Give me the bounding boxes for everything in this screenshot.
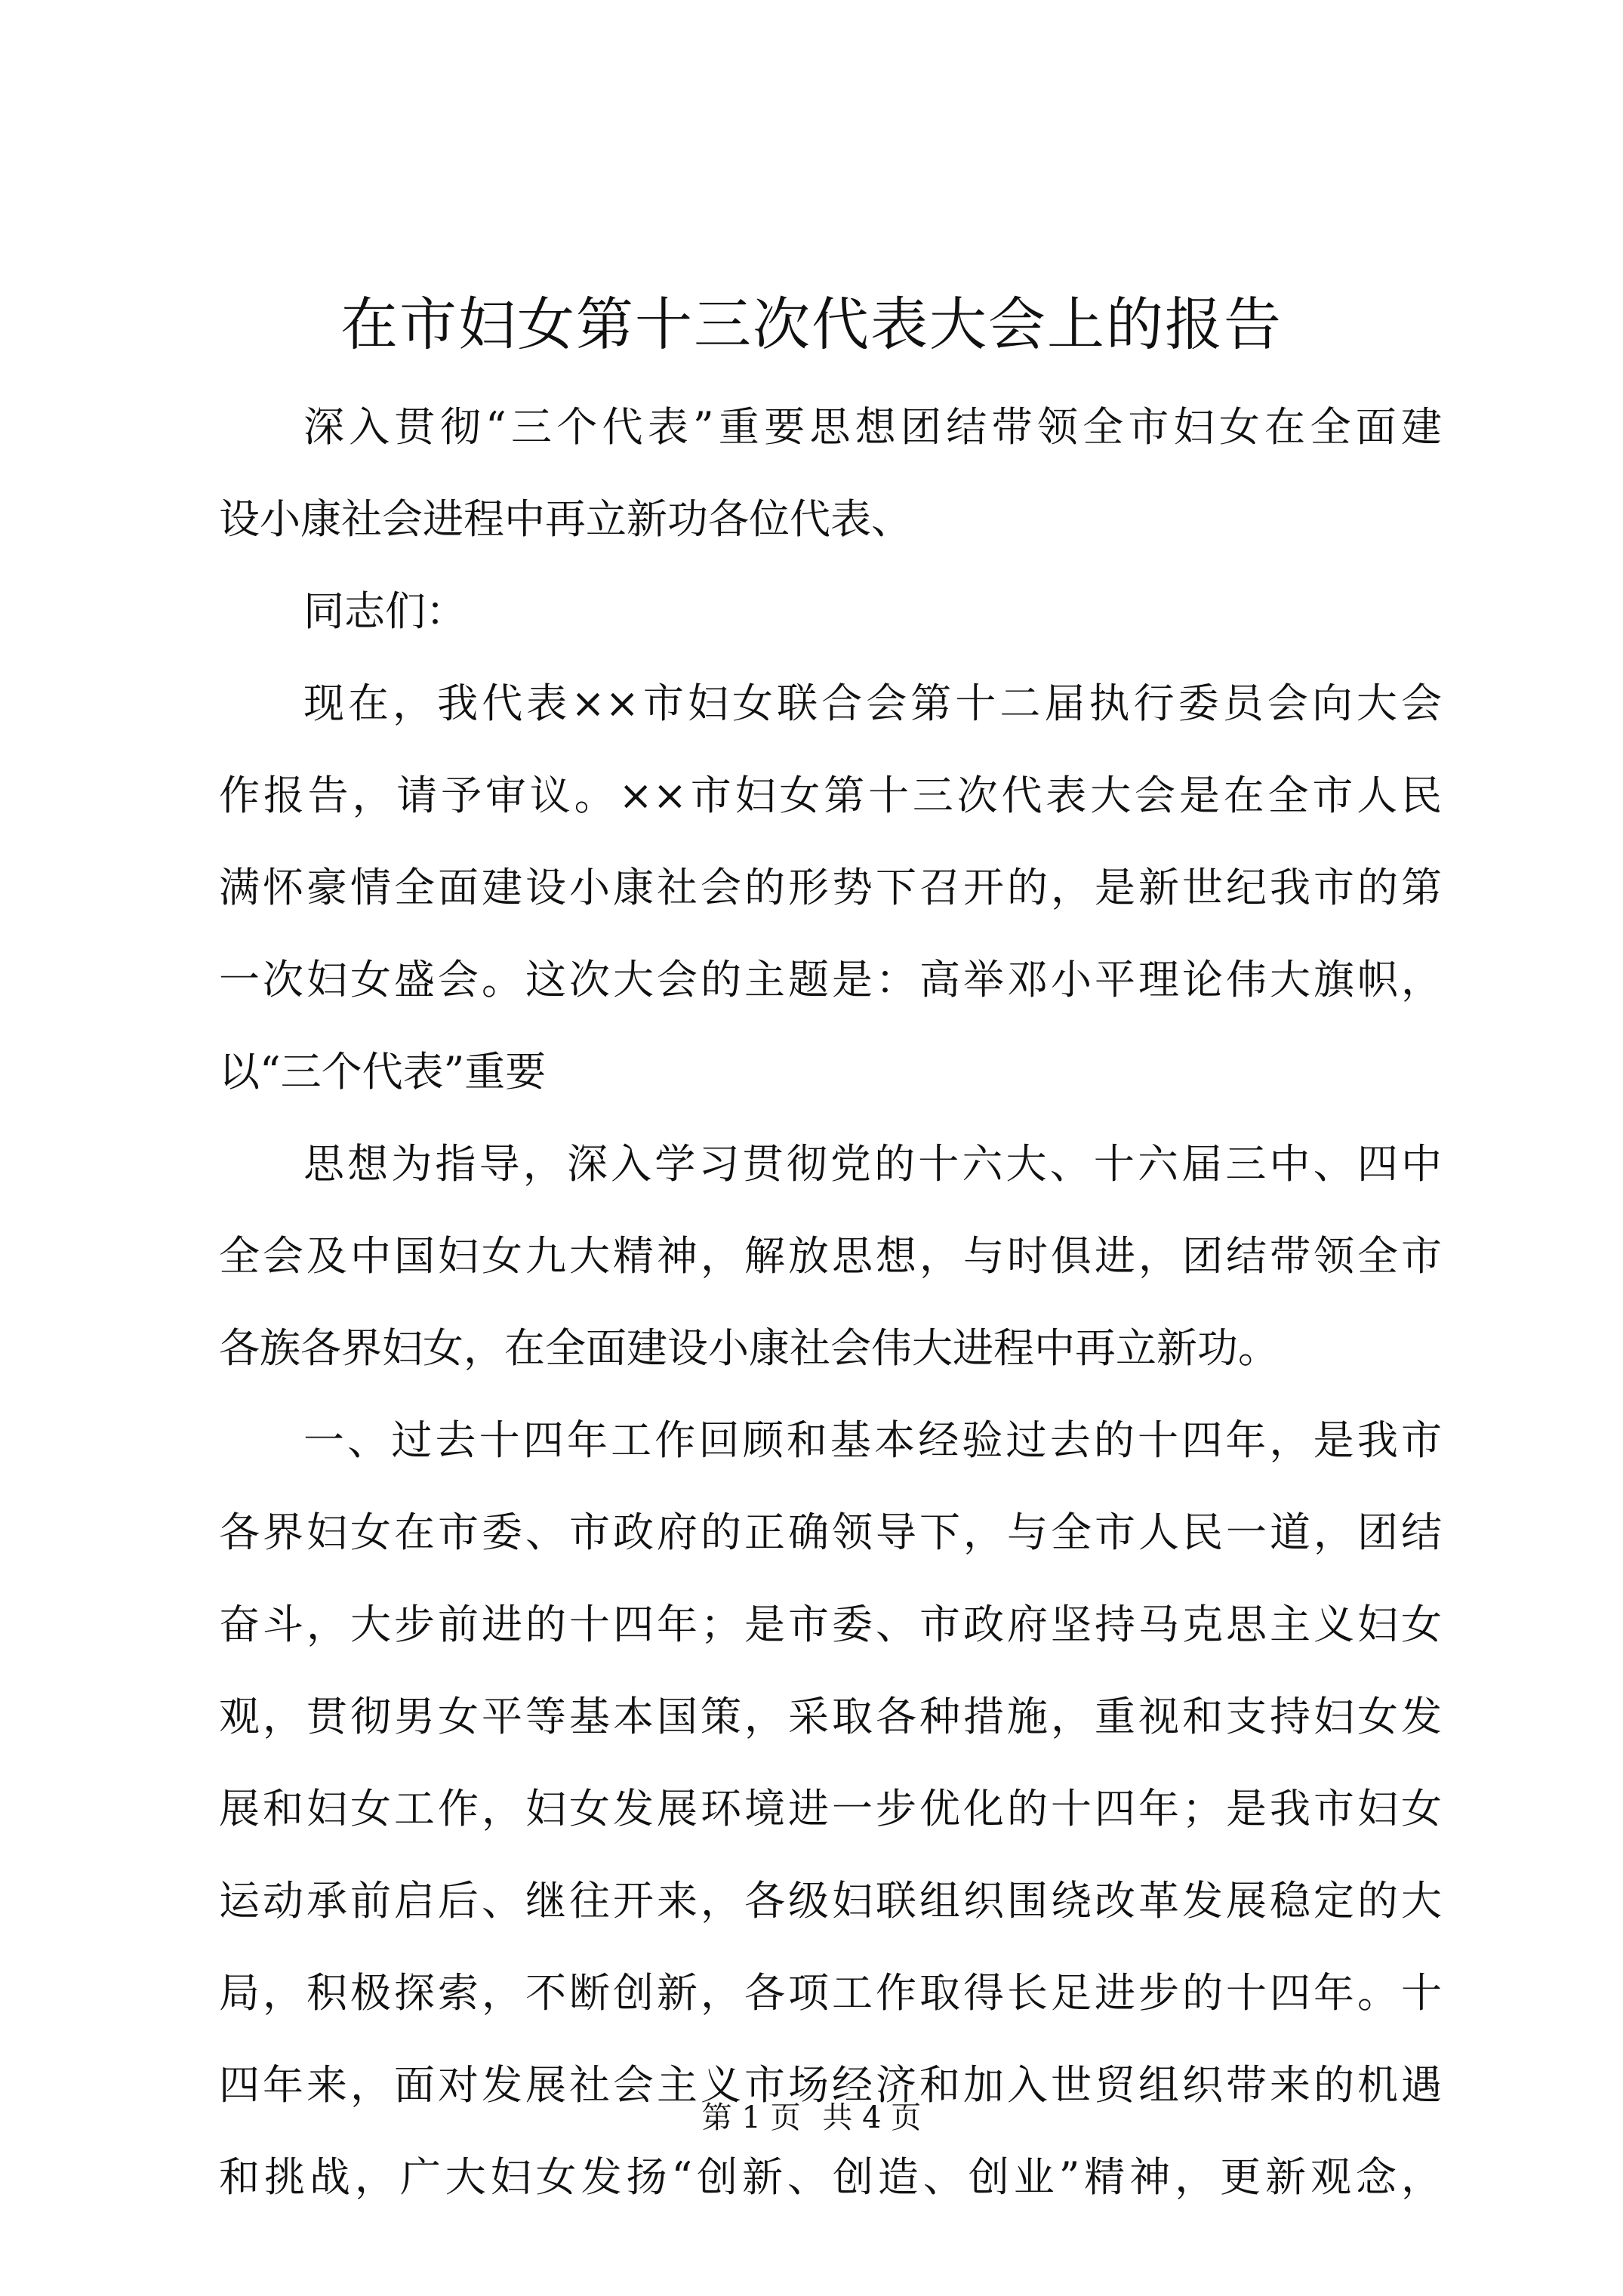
text-line: 满怀豪情全面建设小康社会的形势下召开的，是新世纪我市的第 [219, 864, 1442, 911]
paragraph-1 [219, 381, 1442, 566]
text-line: 展和妇女工作，妇女发展环境进一步优化的十四年；是我市妇女 [219, 1785, 1442, 1832]
page-footer [0, 2095, 1623, 2140]
text-line: 深入贯彻“三个代表”重要思想团结带领全市妇女在全面建 [303, 403, 1442, 451]
text-line: 同志们： [303, 587, 467, 635]
paragraph-4 [219, 1118, 1442, 1395]
paragraph-2 [219, 566, 1442, 658]
text-line: 四年来，面对发展社会主义市场经济和加入世贸组织带来的机遇 [219, 2061, 1442, 2109]
text-line: 和挑战，广大妇女发扬“创新、创造、创业”精神，更新观念， [219, 2153, 1442, 2201]
text-line: 设小康社会进程中再立新功各位代表、 [219, 495, 912, 543]
page-total: 共 4 页 [822, 2100, 922, 2135]
text-line: 思想为指导，深入学习贯彻党的十六大、十六届三中、四中 [303, 1140, 1442, 1188]
text-line: 现在，我代表××市妇女联合会第十二届执行委员会向大会 [303, 680, 1442, 727]
text-line: 奋斗，大步前进的十四年；是市委、市政府坚持马克思主义妇女 [219, 1601, 1442, 1648]
text-line: 局，积极探索，不断创新，各项工作取得长足进步的十四年。十 [219, 1969, 1442, 2017]
text-line: 观，贯彻男女平等基本国策，采取各种措施，重视和支持妇女发 [219, 1693, 1442, 1740]
text-line: 全会及中国妇女九大精神，解放思想，与时俱进，团结带领全市 [219, 1232, 1442, 1280]
text-line: 各族各界妇女，在全面建设小康社会伟大进程中再立新功。 [219, 1324, 1279, 1372]
document-body [219, 381, 1442, 2224]
document-title: 在市妇女第十三次代表大会上的报告 [340, 291, 1283, 358]
text-line: 一、过去十四年工作回顾和基本经验过去的十四年，是我市 [303, 1416, 1442, 1464]
text-line: 作报告，请予审议。××市妇女第十三次代表大会是在全市人民 [219, 772, 1442, 819]
text-line: 各界妇女在市委、市政府的正确领导下，与全市人民一道，团结 [219, 1509, 1442, 1556]
text-line: 以“三个代表”重要 [219, 1048, 547, 1096]
text-line: 运动承前启后、继往开来，各级妇联组织围绕改革发展稳定的大 [219, 1877, 1442, 1925]
page-number: 第 1 页 [701, 2100, 801, 2135]
paragraph-3 [219, 658, 1442, 1118]
text-line: 一次妇女盛会。这次大会的主题是：高举邓小平理论伟大旗帜， [219, 956, 1442, 1003]
